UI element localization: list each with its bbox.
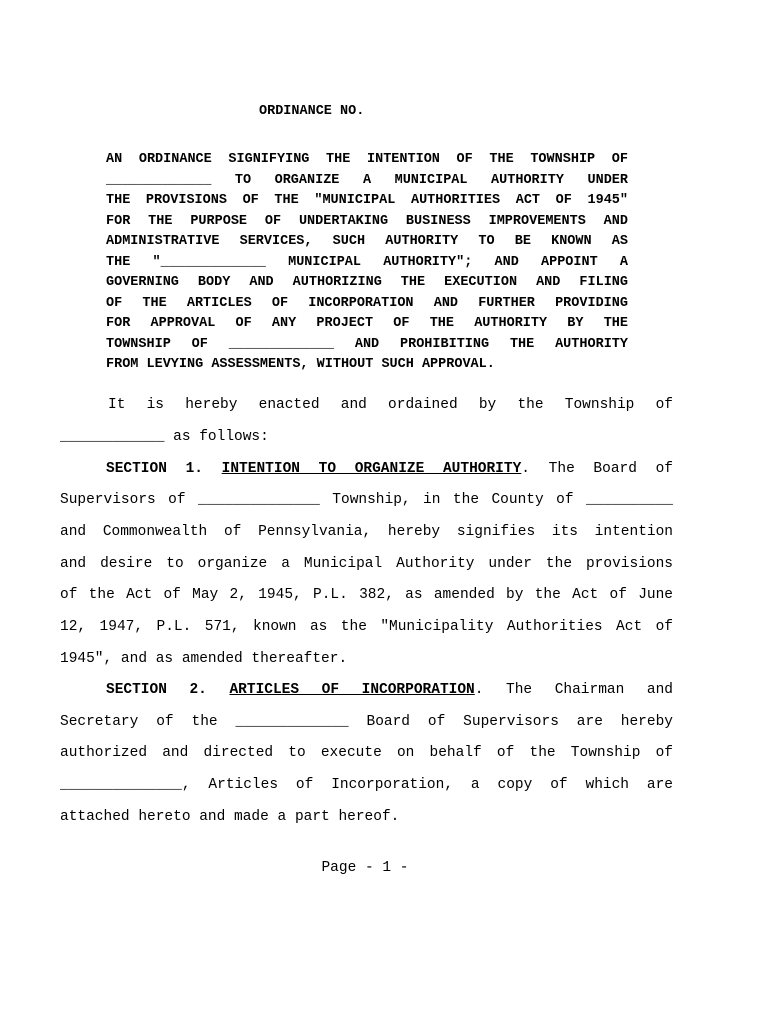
section-1-heading: INTENTION TO ORGANIZE AUTHORITY	[221, 460, 522, 477]
page-number: Page - 1 -	[321, 860, 409, 876]
abstract-line: ADMINISTRATIVE SERVICES, SUCH AUTHORITY TO BE KNOWN AS	[106, 234, 628, 249]
abstract-line: FOR APPROVAL OF ANY PROJECT OF THE AUTHORITY BY THE	[106, 316, 628, 331]
document-title: ORDINANCE NO.	[259, 104, 365, 119]
section-1-first-line-rest: . The Board of	[521, 460, 674, 477]
ordinance-abstract	[106, 150, 628, 376]
abstract-line: THE PROVISIONS OF THE "MUNICIPAL AUTHORITIES ACT OF 1945"	[106, 193, 628, 208]
section-2-heading: ARTICLES OF INCORPORATION	[229, 682, 475, 698]
section-2-first-line-rest: . The Chairman and	[474, 682, 673, 698]
abstract-line: OF THE ARTICLES OF INCORPORATION AND FURTHER PROVIDING	[106, 295, 628, 311]
abstract-line: AN ORDINANCE SIGNIFYING THE INTENTION OF THE TOWNSHIP OF	[106, 152, 628, 167]
abstract-line: THE "_____________ MUNICIPAL AUTHORITY"; AND APPOINT A	[106, 254, 628, 270]
section-1-line: and desire to organize a Municipal Authority under the provisions	[60, 555, 673, 572]
abstract-line: TOWNSHIP OF _____________ AND PROHIBITING THE AUTHORITY	[106, 336, 628, 352]
section-2-line: authorized and directed to execute on behalf of the Township of	[60, 745, 673, 762]
section-2-line: Secretary of the _____________ Board of Supervisors are hereby	[60, 713, 673, 730]
enactment-line: ____________ as follows:	[60, 428, 269, 445]
section-2-label: SECTION 2.	[106, 682, 207, 698]
section-1-label: SECTION 1.	[106, 460, 203, 477]
abstract-line: FROM LEVYING ASSESSMENTS, WITHOUT SUCH APPROVAL.	[106, 357, 495, 372]
section-1-line: 1945", and as amended thereafter.	[60, 650, 348, 667]
enactment-clause	[60, 390, 673, 453]
abstract-line: GOVERNING BODY AND AUTHORIZING THE EXECUTION AND FILING	[106, 275, 628, 290]
section-2-line: ______________, Articles of Incorporation, a copy of which are	[60, 777, 673, 794]
section-1-first-line	[60, 454, 673, 486]
section-1-line: of the Act of May 2, 1945, P.L. 382, as amended by the Act of June	[60, 587, 673, 604]
section-1-line: 12, 1947, P.L. 571, known as the "Municipality Authorities Act of	[60, 618, 673, 635]
section-1	[60, 454, 673, 676]
section-1-line: and Commonwealth of Pennsylvania, hereby signifies its intention	[60, 523, 673, 540]
abstract-line: _____________ TO ORGANIZE A MUNICIPAL AUTHORITY UNDER	[106, 172, 628, 188]
section-1-line: Supervisors of ______________ Township, in the County of __________	[60, 492, 673, 509]
section-2-line: attached hereto and made a part hereof.	[60, 808, 400, 825]
section-2	[60, 675, 673, 833]
enactment-line: It is hereby enacted and ordained by the Township of	[108, 397, 673, 413]
section-2-first-line	[60, 675, 673, 707]
abstract-line: FOR THE PURPOSE OF UNDERTAKING BUSINESS IMPROVEMENTS AND	[106, 213, 628, 229]
